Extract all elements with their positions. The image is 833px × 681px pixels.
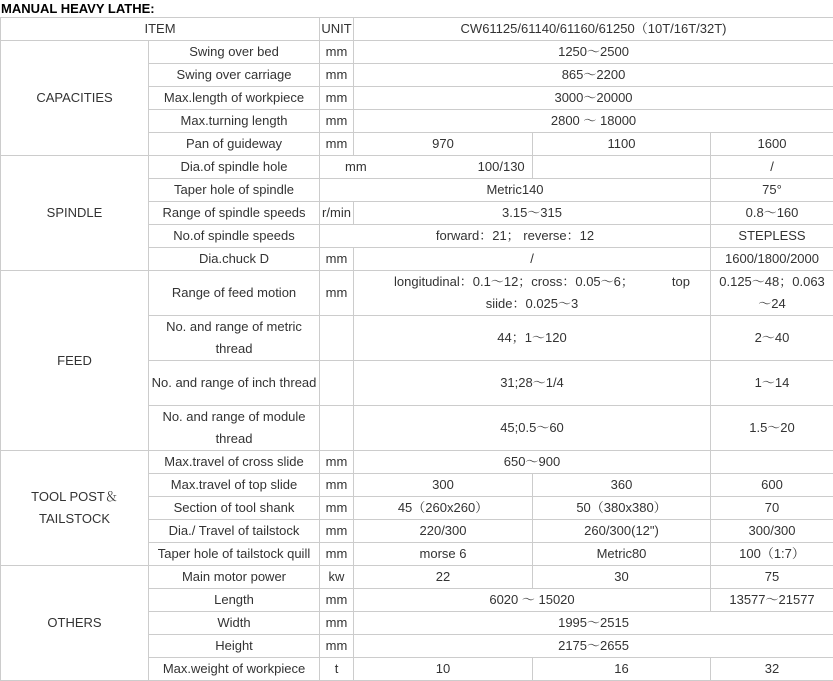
unit-cell: mm xyxy=(320,87,354,110)
value-cell: 865～2200 xyxy=(354,64,833,87)
value-cell: 600 xyxy=(711,474,833,497)
value-cell: 220/300 xyxy=(354,520,533,543)
item-label: No.of spindle speeds xyxy=(149,225,320,248)
value-cell: 31;28～1/4 xyxy=(354,361,711,406)
value-cell xyxy=(320,156,533,179)
value-cell: 0.125～48；0.063～24 xyxy=(711,271,833,316)
unit-cell: mm xyxy=(320,271,354,316)
value-cell: 1250～2500 xyxy=(354,41,833,64)
value-cell: forward：21； reverse：12 xyxy=(320,225,711,248)
item-label: Dia.chuck D xyxy=(149,248,320,271)
table-row xyxy=(1,156,833,179)
value-cell: 1～14 xyxy=(711,361,833,406)
table-row xyxy=(1,566,833,589)
value-cell: 75° xyxy=(711,179,833,202)
value-cell xyxy=(711,451,833,474)
value-cell: 30 xyxy=(533,566,711,589)
unit-cell xyxy=(320,406,354,451)
feed-line-1 xyxy=(356,271,708,293)
value-cell: 0.8～160 xyxy=(711,202,833,225)
category-spindle: SPINDLE xyxy=(1,156,149,271)
value-cell: 3000～20000 xyxy=(354,87,833,110)
unit-cell: mm xyxy=(320,133,354,156)
table-row xyxy=(1,271,833,316)
value-cell: / xyxy=(711,156,833,179)
value-cell: 2～40 xyxy=(711,316,833,361)
item-label: Swing over bed xyxy=(149,41,320,64)
unit-cell: mm xyxy=(320,520,354,543)
unit-cell: mm xyxy=(320,64,354,87)
unit-cell: mm xyxy=(320,635,354,658)
unit-cell: mm xyxy=(320,497,354,520)
feed-line-1-top: top xyxy=(671,274,690,289)
item-label: No. and range of metric thread xyxy=(149,316,320,361)
header-models: CW61125/61140/61160/61250（10T/16T/32T) xyxy=(354,18,833,41)
item-label: Height xyxy=(149,635,320,658)
value-cell: morse 6 xyxy=(354,543,533,566)
unit-cell: mm xyxy=(320,451,354,474)
value-cell xyxy=(533,156,711,179)
value-cell: Metric80 xyxy=(533,543,711,566)
feed-line-2: siide：0.025～3 xyxy=(485,296,579,311)
unit-cell: mm xyxy=(320,543,354,566)
item-label: Width xyxy=(149,612,320,635)
item-label: No. and range of inch thread xyxy=(149,361,320,406)
value-cell xyxy=(354,271,711,316)
value-cell: 300/300 xyxy=(711,520,833,543)
value-cell: 22 xyxy=(354,566,533,589)
value-cell: 2800 ～ 18000 xyxy=(354,110,833,133)
value-cell: 44；1～120 xyxy=(354,316,711,361)
unit-cell: r/min xyxy=(320,202,354,225)
item-label: Section of tool shank xyxy=(149,497,320,520)
unit-cell: mm xyxy=(320,612,354,635)
item-label: Max.travel of top slide xyxy=(149,474,320,497)
value-cell: Metric140 xyxy=(320,179,711,202)
page-title: MANUAL HEAVY LATHE: xyxy=(1,1,155,16)
value-cell: 1995～2515 xyxy=(354,612,833,635)
value-cell: 1.5～20 xyxy=(711,406,833,451)
header-row xyxy=(1,18,833,41)
value-cell: 75 xyxy=(711,566,833,589)
value-cell: 32 xyxy=(711,658,833,681)
item-label: Max.weight of workpiece xyxy=(149,658,320,681)
item-label: Dia.of spindle hole xyxy=(149,156,320,179)
header-item: ITEM xyxy=(1,18,320,41)
value-cell: STEPLESS xyxy=(711,225,833,248)
unit-cell: mm xyxy=(320,41,354,64)
value-cell: 300 xyxy=(354,474,533,497)
value-cell: 1600/1800/2000 xyxy=(711,248,833,271)
value-cell: 100（1:7） xyxy=(711,543,833,566)
value-cell: 6020 ～ 15020 xyxy=(354,589,711,612)
value-cell: 650～900 xyxy=(354,451,711,474)
value-inline: 100/130 xyxy=(477,159,525,174)
value-cell: 10 xyxy=(354,658,533,681)
item-label: Swing over carriage xyxy=(149,64,320,87)
item-label: Taper hole of spindle xyxy=(149,179,320,202)
unit-cell xyxy=(320,316,354,361)
value-cell: 16 xyxy=(533,658,711,681)
value-cell: 1100 xyxy=(533,133,711,156)
item-label: Range of spindle speeds xyxy=(149,202,320,225)
item-label: Pan of guideway xyxy=(149,133,320,156)
table-row xyxy=(1,41,833,64)
unit-cell: kw xyxy=(320,566,354,589)
item-label: Main motor power xyxy=(149,566,320,589)
unit-cell: mm xyxy=(320,589,354,612)
item-label: Dia./ Travel of tailstock xyxy=(149,520,320,543)
value-cell: / xyxy=(354,248,711,271)
item-label: Length xyxy=(149,589,320,612)
item-label: No. and range of module thread xyxy=(149,406,320,451)
unit-cell xyxy=(320,361,354,406)
unit-cell: mm xyxy=(320,248,354,271)
value-cell: 50（380x380） xyxy=(533,497,711,520)
spec-table xyxy=(0,17,833,681)
item-label: Max.turning length xyxy=(149,110,320,133)
value-cell: 45（260x260） xyxy=(354,497,533,520)
item-label: Max.travel of cross slide xyxy=(149,451,320,474)
value-cell: 1600 xyxy=(711,133,833,156)
item-label: Range of feed motion xyxy=(149,271,320,316)
unit-cell: mm xyxy=(320,474,354,497)
value-cell: 970 xyxy=(354,133,533,156)
table-row xyxy=(1,451,833,474)
value-cell: 260/300(12") xyxy=(533,520,711,543)
value-cell: 3.15～315 xyxy=(354,202,711,225)
item-label: Taper hole of tailstock quill xyxy=(149,543,320,566)
category-toolpost: TOOL POST＆TAILSTOCK xyxy=(1,451,149,566)
value-cell: 13577～21577 xyxy=(711,589,833,612)
header-unit: UNIT xyxy=(320,18,354,41)
value-cell: 70 xyxy=(711,497,833,520)
value-cell: 2175～2655 xyxy=(354,635,833,658)
feed-line-1-text: longitudinal：0.1～12；cross：0.05～6； xyxy=(394,274,634,289)
item-label: Max.length of workpiece xyxy=(149,87,320,110)
category-feed: FEED xyxy=(1,271,149,451)
category-capacities: CAPACITIES xyxy=(1,41,149,156)
unit-cell: t xyxy=(320,658,354,681)
unit-inline: mm xyxy=(345,159,367,174)
category-others: OTHERS xyxy=(1,566,149,681)
value-cell: 45;0.5～60 xyxy=(354,406,711,451)
unit-cell: mm xyxy=(320,110,354,133)
value-cell: 360 xyxy=(533,474,711,497)
